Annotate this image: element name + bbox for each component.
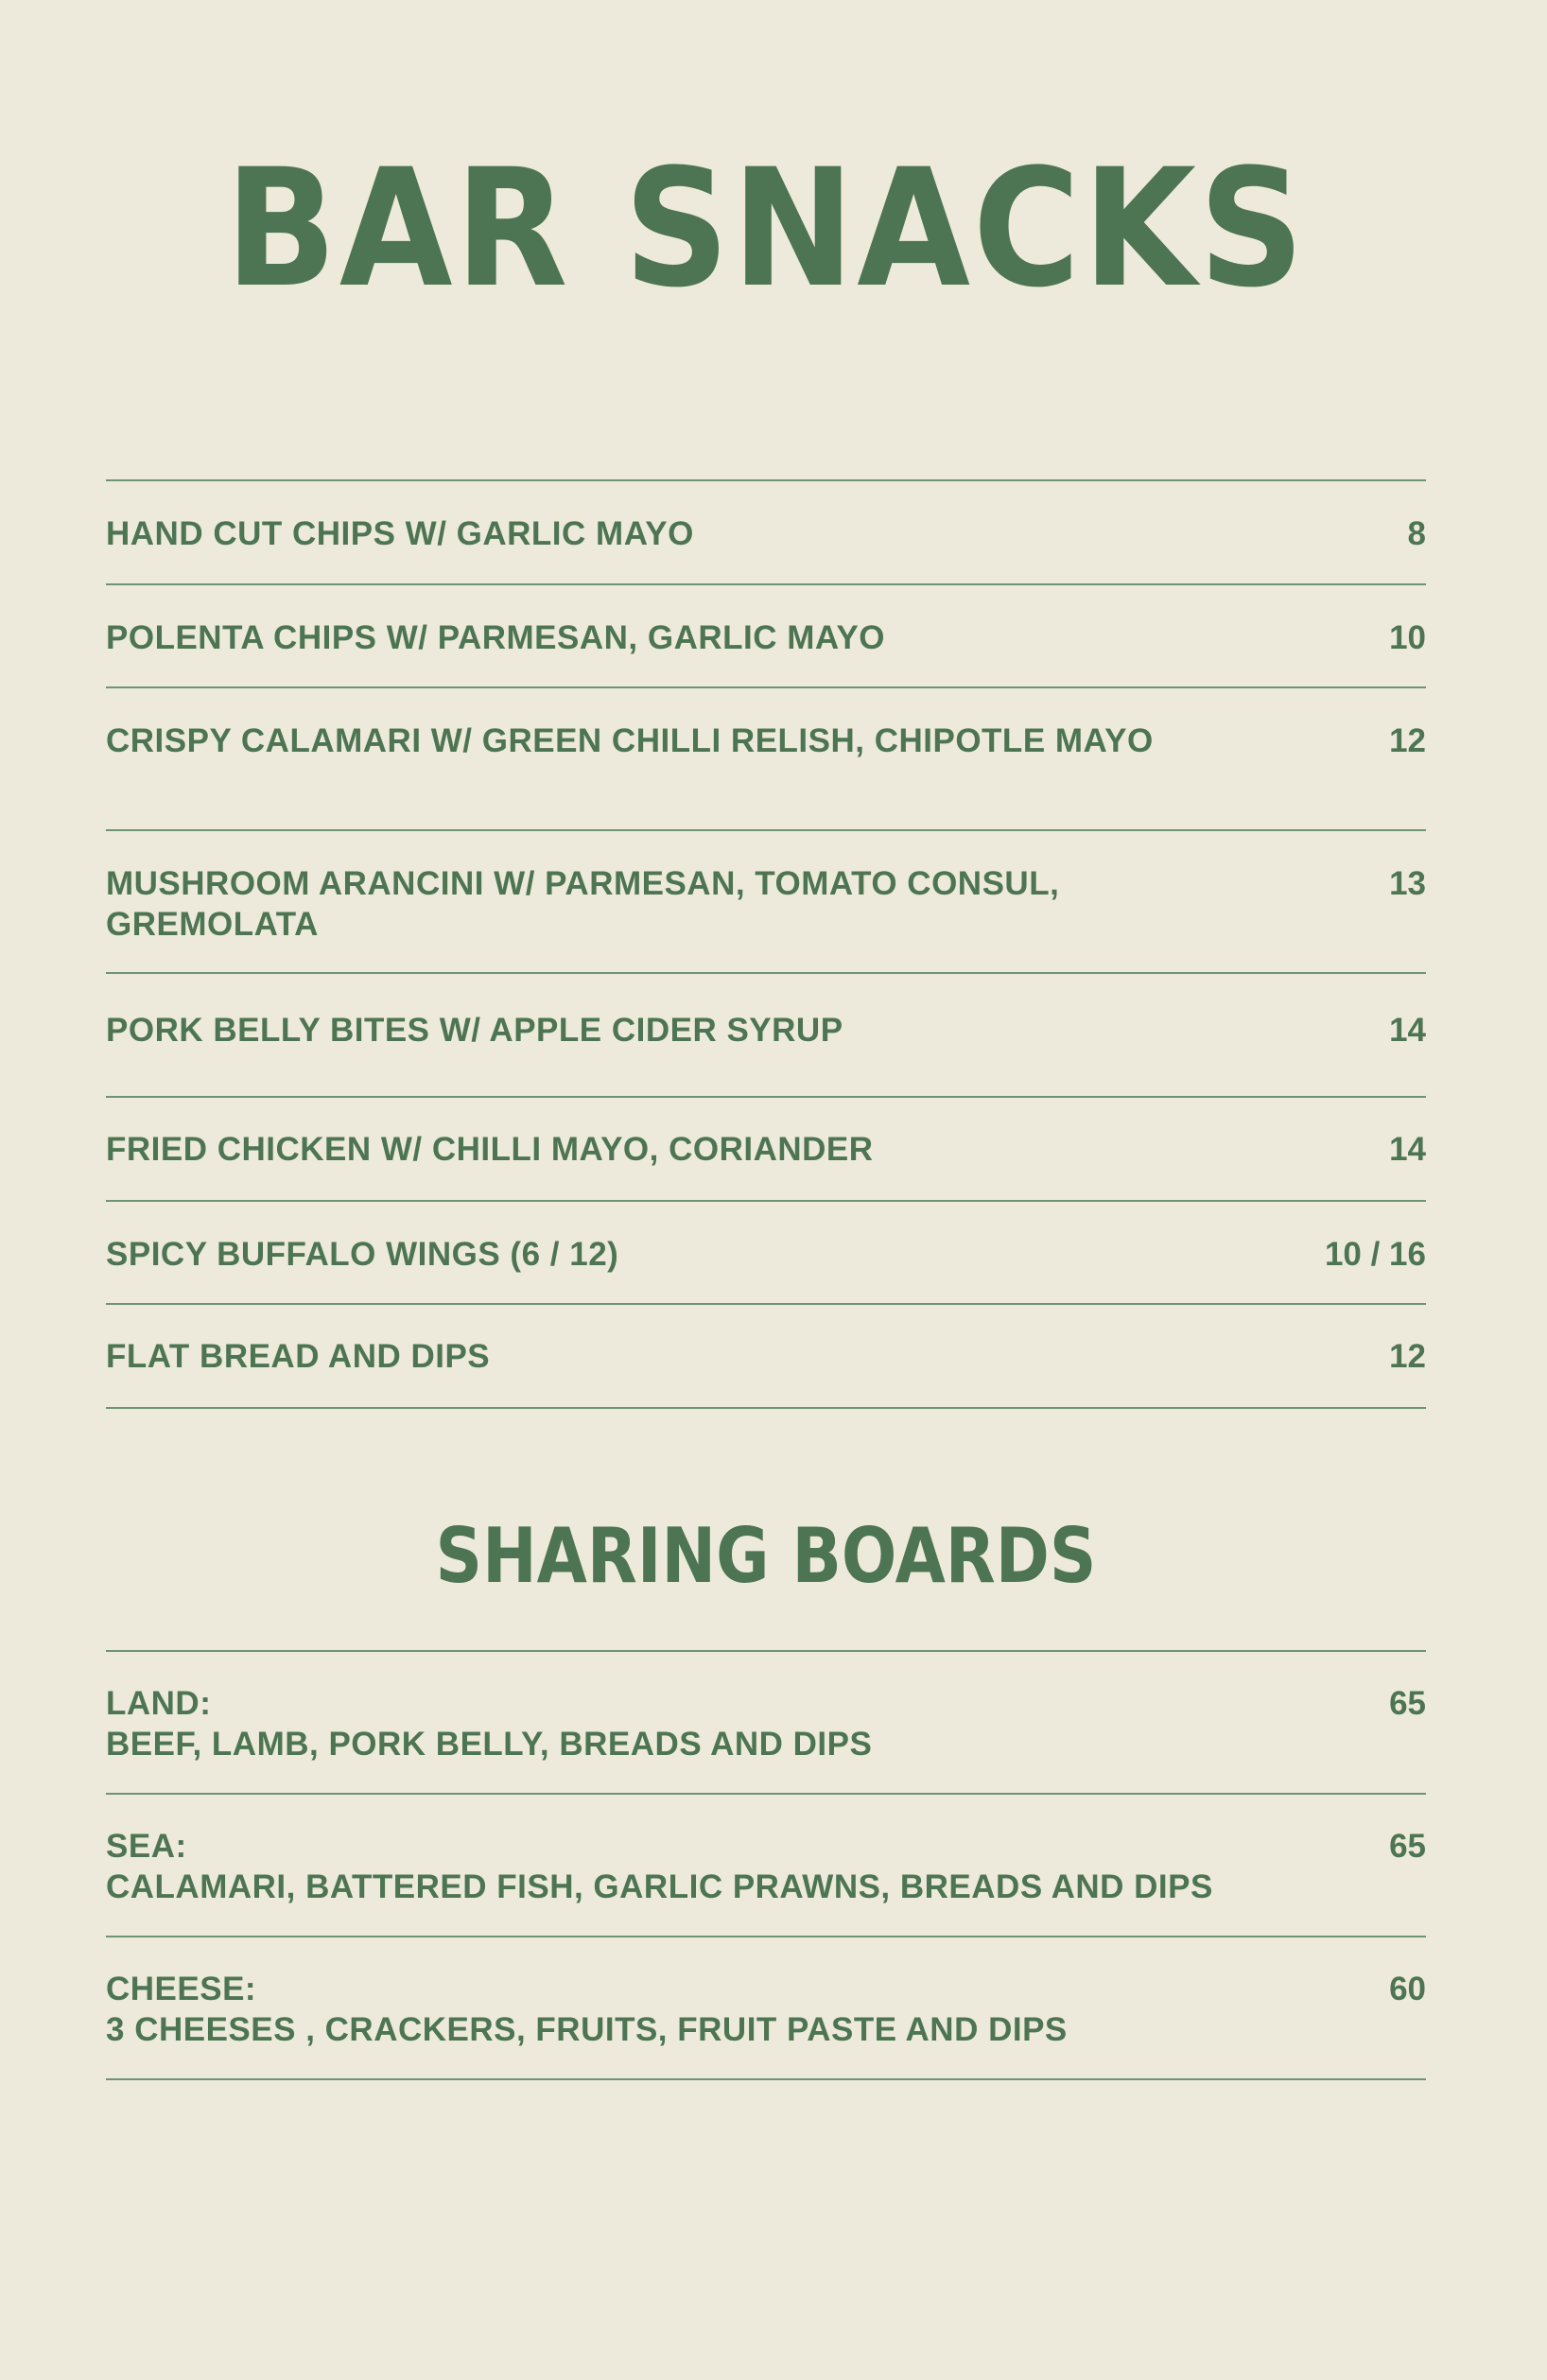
page-title: BAR SNACKS	[225, 133, 1307, 323]
board-text	[106, 1683, 872, 1764]
list-item	[106, 1937, 1426, 2080]
section-title-sharing-boards: SHARING BOARDS	[435, 1512, 1097, 1600]
item-name: POLENTA CHIPS W/ PARMESAN, GARLIC MAYO	[106, 619, 886, 656]
item-name: FLAT BREAD AND DIPS	[106, 1338, 491, 1375]
item-name: MUSHROOM ARANCINI W/ PARMESAN, TOMATO CONSUL, GREMOLATA	[106, 865, 1060, 943]
item-name: HAND CUT CHIPS W/ GARLIC MAYO	[106, 515, 694, 552]
list-item	[106, 831, 1426, 974]
item-price: 10	[1389, 619, 1426, 656]
item-price: 10 / 16	[1324, 1236, 1426, 1273]
list-item	[106, 1202, 1426, 1305]
item-price: 8	[1407, 515, 1426, 552]
item-price: 14	[1389, 1131, 1426, 1168]
bar-snacks-list	[106, 479, 1426, 1409]
list-item	[106, 1098, 1426, 1202]
list-item	[106, 585, 1426, 688]
board-description: 3 CHEESES , CRACKERS, FRUITS, FRUIT PASTE AND DIPS	[106, 2011, 1068, 2048]
board-label: SEA:	[106, 1828, 187, 1865]
item-name: CRISPY CALAMARI W/ GREEN CHILLI RELISH, CHIPOTLE MAYO	[106, 722, 1154, 759]
item-name: FRIED CHICKEN W/ CHILLI MAYO, CORIANDER	[106, 1131, 874, 1168]
item-price: 13	[1389, 865, 1426, 902]
list-item	[106, 974, 1426, 1098]
item-name: SPICY BUFFALO WINGS (6 / 12)	[106, 1236, 619, 1273]
item-price: 12	[1389, 1338, 1426, 1375]
board-label: CHEESE:	[106, 1971, 257, 2007]
item-price: 65	[1389, 1828, 1426, 1865]
menu-page	[106, 0, 1426, 2380]
item-price: 12	[1389, 722, 1426, 759]
item-name: PORK BELLY BITES W/ APPLE CIDER SYRUP	[106, 1012, 843, 1049]
board-description: CALAMARI, BATTERED FISH, GARLIC PRAWNS, BREADS AND DIPS	[106, 1868, 1213, 1905]
item-price: 60	[1389, 1971, 1426, 2007]
board-text	[106, 1969, 1068, 2050]
list-item	[106, 1305, 1426, 1409]
list-item	[106, 1652, 1426, 1795]
board-label: LAND:	[106, 1685, 212, 1722]
item-price: 14	[1389, 1012, 1426, 1049]
list-item	[106, 688, 1426, 831]
board-description: BEEF, LAMB, PORK BELLY, BREADS AND DIPS	[106, 1726, 873, 1763]
sharing-boards-list	[106, 1650, 1426, 2080]
item-price: 65	[1389, 1685, 1426, 1722]
list-item	[106, 1795, 1426, 1937]
board-text	[106, 1826, 1213, 1907]
list-item	[106, 481, 1426, 585]
